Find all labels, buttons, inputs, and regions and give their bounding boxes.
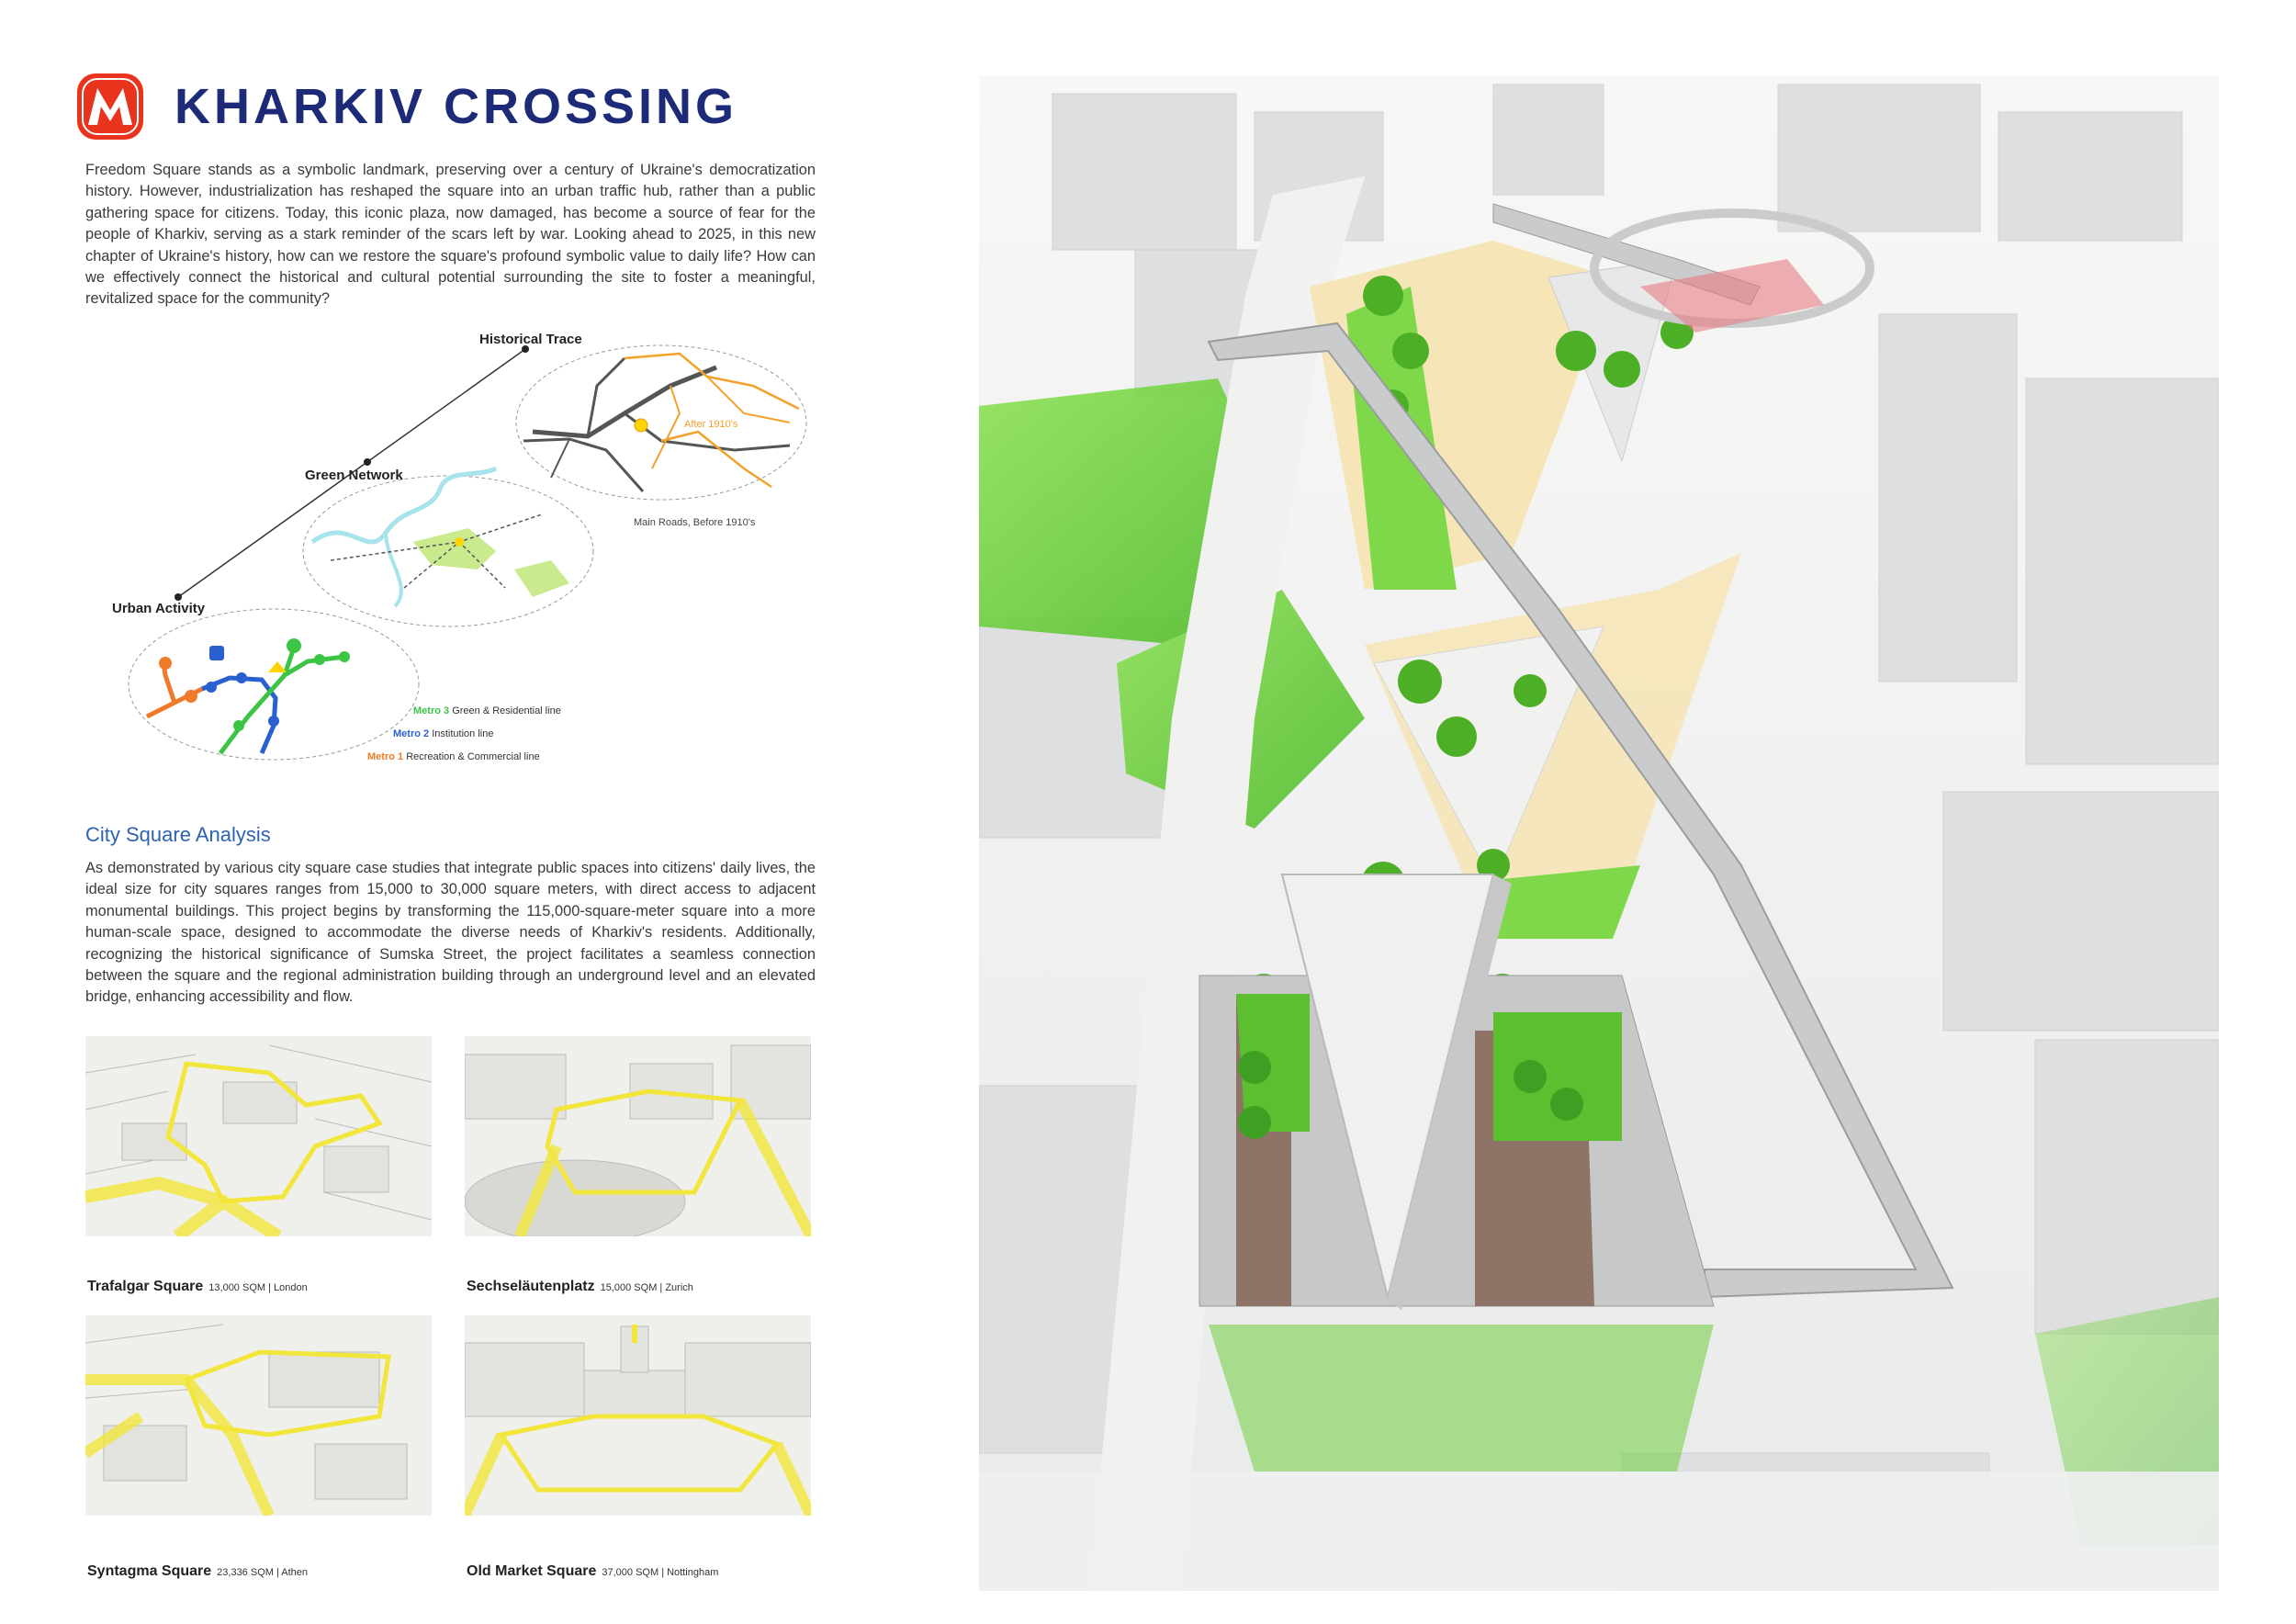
sechselautenplatz-name: Sechseläutenplatz [467,1279,595,1294]
intro-paragraph: Freedom Square stands as a symbolic landmark, preserving over a century of Ukraine's democratization history. However, industrialization has reshaped the square into an urban traffic hub, rather than a public gathering space for citizens. Today, this iconic plaza, now damaged, has become a source of fear for the people of Kharkiv, serving as a stark reminder of the scars left by war. Looking ahead to 2025, in this new chapter of Ukraine's history, how can we restore the square's profound symbolic value to daily life? How can we effectively connect the historical and cultural potential surrounding the site to foster a meaningful, revitalized space for the community? [85,162,816,308]
metro-1-desc: Recreation & Commercial line [406,751,540,762]
syntagma-square-image [85,1315,432,1516]
trafalgar-square-image [85,1036,432,1236]
syntagma-name: Syntagma Square [87,1563,212,1579]
metro-1-legend [367,751,540,762]
old-market-detail: 37,000 SQM | Nottingham [602,1567,719,1578]
urban-activity-map [129,609,419,760]
syntagma-detail: 23,336 SQM | Athen [217,1567,309,1578]
metro-2-line: Metro 2 [393,728,430,739]
metro-3-legend [413,705,561,716]
metro-3-desc: Green & Residential line [452,705,561,716]
metro-1-line: Metro 1 [367,751,404,762]
historical-caption: Main Roads, Before 1910's [634,517,756,528]
trafalgar-detail: 13,000 SQM | London [208,1282,308,1293]
aerial-rendering [979,75,2219,1591]
old-market-caption [467,1563,718,1580]
city-square-heading: City Square Analysis [85,823,271,846]
metro-3-line: Metro 3 [413,705,450,716]
sechselautenplatz-image [465,1036,811,1236]
urban-activity-label: Urban Activity [112,601,206,616]
trafalgar-name: Trafalgar Square [87,1279,204,1294]
historical-trace-map [516,345,806,500]
green-network-label: Green Network [305,468,403,483]
trafalgar-caption [87,1279,308,1295]
historical-trace-label: Historical Trace [479,332,582,347]
sechselautenplatz-caption [467,1279,693,1295]
syntagma-caption [87,1563,308,1580]
metro-2-desc: Institution line [432,728,494,739]
sechselautenplatz-detail: 15,000 SQM | Zurich [600,1282,693,1293]
old-market-square-image [465,1315,811,1516]
after-1910-label: After 1910's [684,419,738,430]
metro-logo-icon [75,72,145,141]
page-title: KHARKIV CROSSING [174,79,738,134]
old-market-name: Old Market Square [467,1563,597,1579]
metro-2-legend [393,728,493,739]
city-square-paragraph: As demonstrated by various city square case studies that integrate public spaces into citizens' daily lives, the ideal size for city squares ranges from 15,000 to 30,000 square meters, with direct access to adjacent monumental buildings. This project begins by transforming the 115,000-square-meter square into a more human-scale space, designed to accommodate the diverse needs of Kharkiv's residents. Additionally, recognizing the historical significance of Sumska Street, the project facilitates a seamless connection between the square and the regional administration building through an underground level and an elevated bridge, enhancing accessibility and flow. [85,860,816,1006]
green-network-map [303,468,593,626]
